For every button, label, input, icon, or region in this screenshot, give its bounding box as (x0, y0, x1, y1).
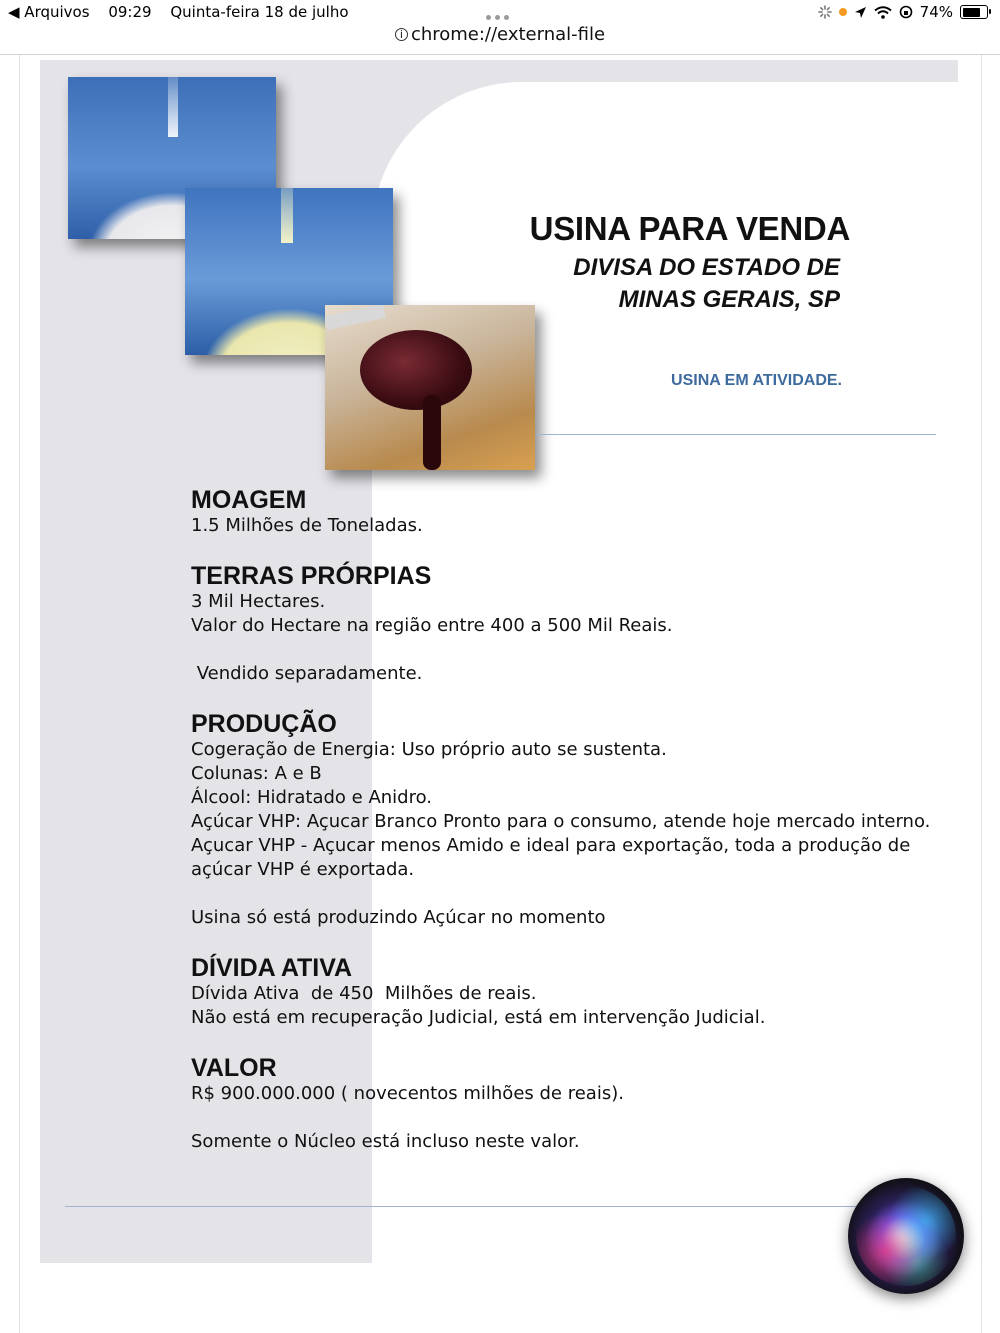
section-valor (191, 1054, 931, 1154)
section-heading: TERRAS PRÓRPIAS (191, 562, 432, 590)
body-line: Somente o Núcleo está incluso neste valor. (191, 1131, 580, 1152)
body-line: Não está em recuperação Judicial, está em intervenção Judicial. (191, 1007, 766, 1028)
body-line (191, 638, 931, 662)
mic-in-use-indicator (839, 8, 847, 16)
battery-icon (960, 5, 988, 19)
status-label: USINA EM ATIVIDADE. (671, 372, 842, 389)
section-producao (191, 710, 931, 930)
date: Quinta-feira 18 de julho (170, 3, 349, 21)
back-to-files-link[interactable]: ◀ Arquivos (8, 3, 90, 21)
status-bar (0, 0, 1000, 24)
clock: 09:29 (108, 3, 152, 21)
body-line: R$ 900.000.000 ( novecentos milhões de reais). (191, 1083, 624, 1104)
loading-icon (818, 5, 832, 19)
body-line: Usina só está produzindo Açúcar no momento (191, 907, 606, 928)
body-line: Valor do Hectare na região entre 400 a 500 Mil Reais. (191, 615, 673, 636)
wifi-icon (874, 6, 892, 19)
section-heading: PRODUÇÃO (191, 710, 337, 738)
location-icon (854, 6, 867, 19)
document-subtitle-line2: MINAS GERAIS, SP (618, 286, 840, 313)
body-line: Dívida Ativa de 450 Milhões de reais. (191, 983, 537, 1004)
url-text: chrome://external-file (410, 24, 606, 45)
section-moagem (191, 486, 931, 538)
body-line: Colunas: A e B (191, 763, 322, 784)
footer-divider (65, 1206, 935, 1207)
molasses-image (325, 305, 535, 470)
body-line: Álcool: Hidratado e Anidro. (191, 787, 433, 808)
site-info-icon[interactable]: i (395, 28, 408, 41)
body-line: Vendido separadamente. (191, 663, 423, 684)
body-line (191, 1106, 931, 1130)
body-line (191, 882, 931, 906)
address-bar[interactable] (0, 24, 1000, 54)
section-terras (191, 562, 931, 686)
body-line: Cogeração de Energia: Uso próprio auto se sustenta. (191, 739, 667, 760)
section-divida (191, 954, 931, 1030)
body-line: Açucar VHP - Açucar menos Amido e ideal para exportação, toda a produção de açúcar VHP é exportada. (191, 835, 917, 880)
body-line: Açúcar VHP: Açucar Branco Pronto para o consumo, atende hoje mercado interno. (191, 811, 931, 832)
body-line: 1.5 Milhões de Toneladas. (191, 515, 423, 536)
section-heading: MOAGEM (191, 486, 307, 514)
section-heading: VALOR (191, 1054, 277, 1082)
battery-percent: 74% (919, 3, 953, 21)
section-heading: DÍVIDA ATIVA (191, 954, 353, 982)
document-title: USINA PARA VENDA (529, 210, 850, 247)
document-subtitle-line1: DIVISA DO ESTADO DE (573, 254, 840, 281)
orientation-lock-icon (899, 5, 913, 19)
document-body (191, 486, 931, 1154)
multitasking-dots-icon[interactable] (486, 6, 516, 12)
header-divider (536, 434, 936, 435)
body-line: 3 Mil Hectares. (191, 591, 326, 612)
siri-orb-icon[interactable] (848, 1178, 964, 1294)
